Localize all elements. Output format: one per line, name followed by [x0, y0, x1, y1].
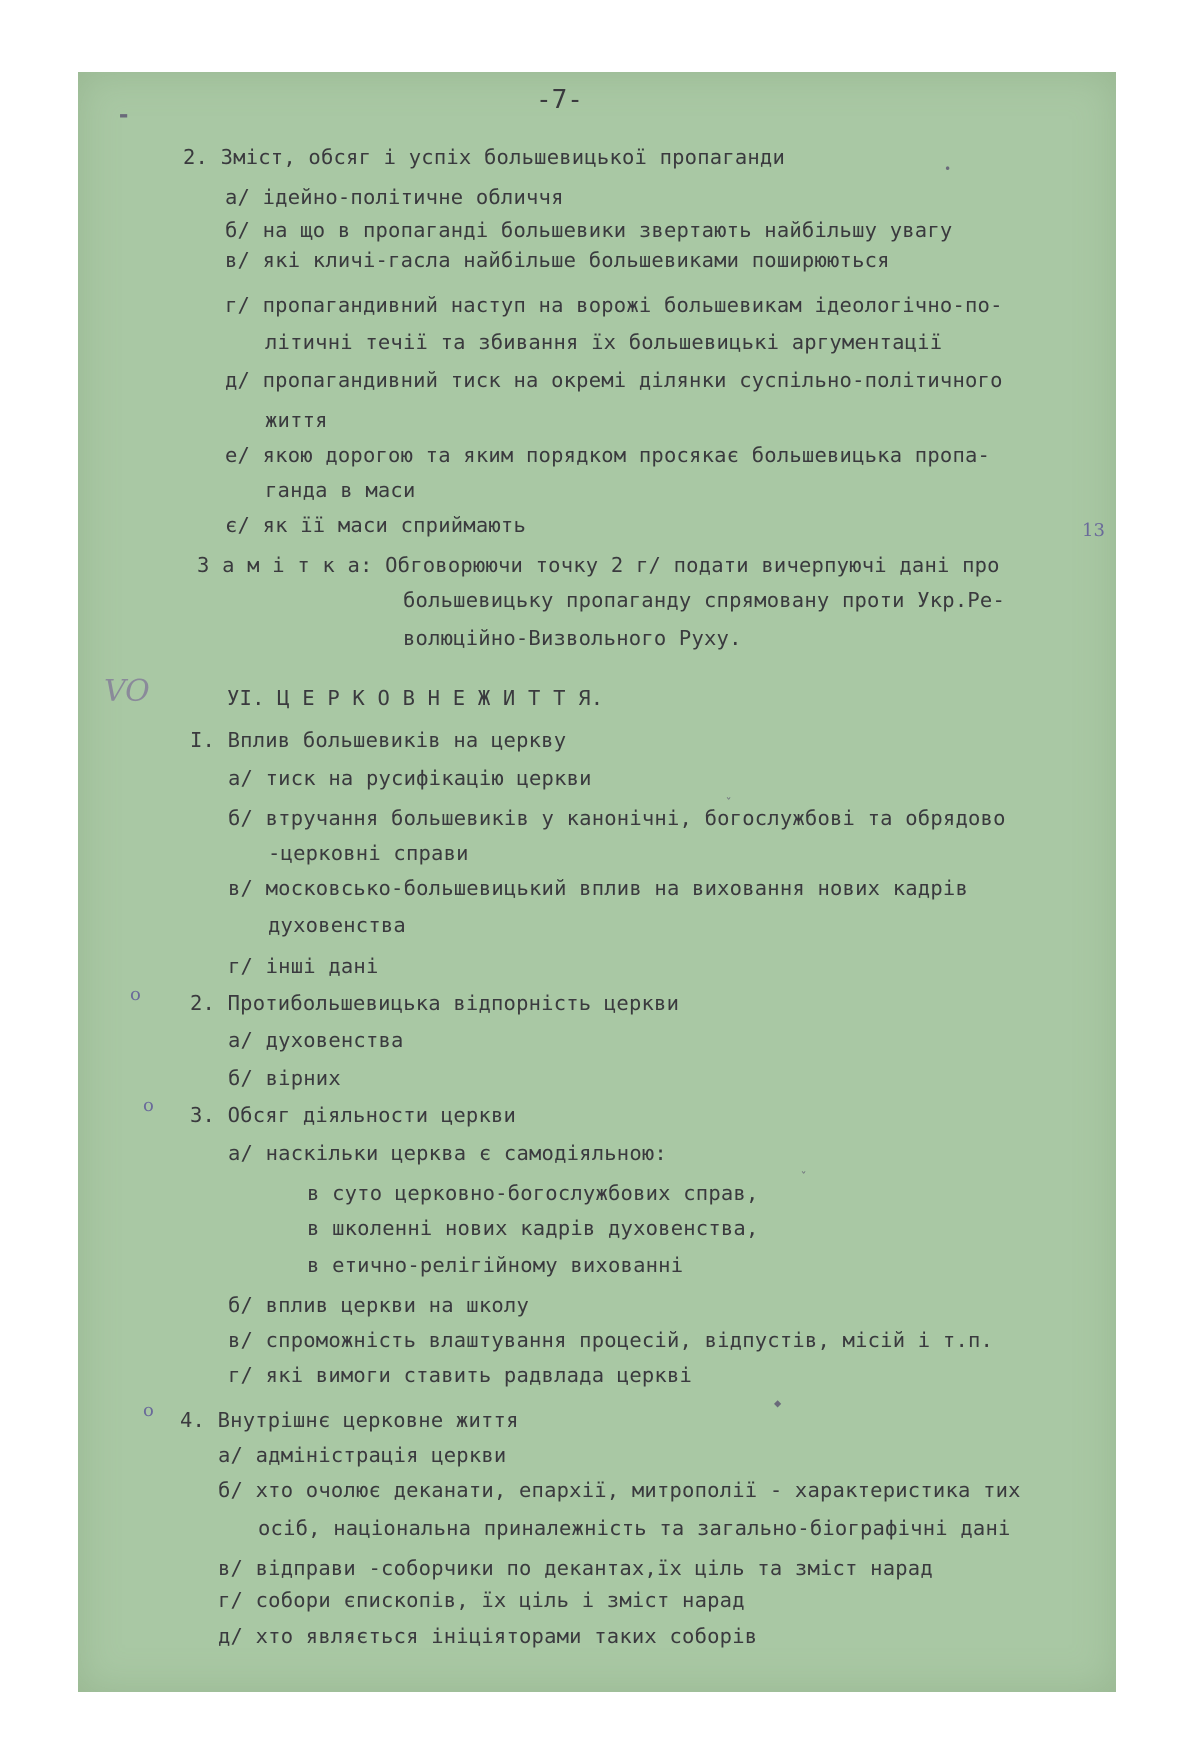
text-line: в школенні нових кадрів духовенства, [307, 1216, 759, 1240]
text-line: 3. Обсяг діяльности церкви [190, 1103, 517, 1127]
text-line: д/ пропагандивний тиск на окремі ділянки суспільно-політичного [225, 368, 1003, 392]
text-line: большевицьку пропаганду спрямовану проти Укр.Ре- [403, 588, 1006, 612]
text-line: літичні течії та збивання їх большевицькі аргументації [265, 330, 943, 354]
text-line: а/ наскільки церква є самодіяльною: [228, 1141, 667, 1165]
text-line: І. Вплив большевиків на церкву [190, 728, 567, 752]
text-line: З а м і т к а: Обговорюючи точку 2 г/ подати вичерпуючі дані про [197, 553, 1000, 577]
speck: ◆ [774, 1396, 782, 1410]
margin-mark: 13 [1082, 520, 1105, 541]
text-line: а/ адміністрація церкви [218, 1443, 507, 1467]
text-line: є/ як її маси сприймають [225, 513, 527, 537]
speck: ˇ [725, 796, 733, 810]
margin-mark: o [143, 1095, 154, 1116]
text-line: а/ духовенства [228, 1028, 404, 1052]
page-number: -7- [536, 85, 583, 115]
text-line: а/ ідейно-політичне обличчя [225, 185, 564, 209]
text-line: г/ собори єпископів, їх ціль і зміст нарад [218, 1588, 745, 1612]
text-line: б/ вплив церкви на школу [228, 1293, 530, 1317]
text-line: в суто церковно-богослужбових справ, [307, 1181, 759, 1205]
text-line: б/ хто очолює деканати, епархії, митрополії - характеристика тих [218, 1478, 1021, 1502]
text-line: в/ відправи -соборчики по декантах,їх ціль та зміст нарад [218, 1556, 933, 1580]
text-line: в/ які кличі-гасла найбільше большевиками поширюються [225, 248, 890, 272]
text-line: б/ на що в пропаганді большевики звертають найбільшу увагу [225, 218, 953, 242]
text-line: ганда в маси [265, 478, 416, 502]
text-line: е/ якою дорогою та яким порядком просякає большевицька пропа- [225, 443, 991, 467]
text-line: УІ. Ц Е Р К О В Н Е Ж И Т Т Я. [227, 686, 604, 710]
text-line: життя [265, 408, 328, 432]
text-line: 4. Внутрішнє церковне життя [180, 1408, 519, 1432]
speck: • [944, 162, 952, 176]
text-line: в/ спроможність влаштування процесій, відпустів, місій і т.п. [228, 1328, 994, 1352]
handwritten-mark: VO [104, 674, 150, 709]
text-line: б/ втручання большевиків у канонічні, богослужбові та обрядово [228, 806, 1006, 830]
text-line: а/ тиск на русифікацію церкви [228, 766, 592, 790]
text-line: г/ інші дані [228, 954, 379, 978]
speck: ▬ [120, 108, 128, 122]
text-line: д/ хто являється ініціяторами таких соборів [218, 1624, 758, 1648]
speck: ˇ [800, 1170, 808, 1184]
margin-mark: o [143, 1400, 154, 1421]
text-line: волюційно-Визвольного Руху. [403, 626, 742, 650]
text-line: г/ пропагандивний наступ на ворожі большевикам ідеологічно-по- [225, 293, 1003, 317]
margin-mark: o [130, 984, 141, 1005]
text-line: -церковні справи [268, 841, 469, 865]
text-line: осіб, національна приналежність та загально-біографічні дані [258, 1516, 1011, 1540]
text-line: в етично-релігійному вихованні [307, 1253, 684, 1277]
text-line: 2. Зміст, обсяг і успіх большевицької пропаганди [183, 145, 786, 169]
text-line: 2. Протибольшевицька відпорність церкви [190, 991, 680, 1015]
text-line: б/ вірних [228, 1066, 341, 1090]
text-line: г/ які вимоги ставить радвлада церкві [228, 1363, 693, 1387]
text-line: духовенства [268, 913, 406, 937]
text-line: в/ московсько-большевицький вплив на виховання нових кадрів [228, 876, 968, 900]
